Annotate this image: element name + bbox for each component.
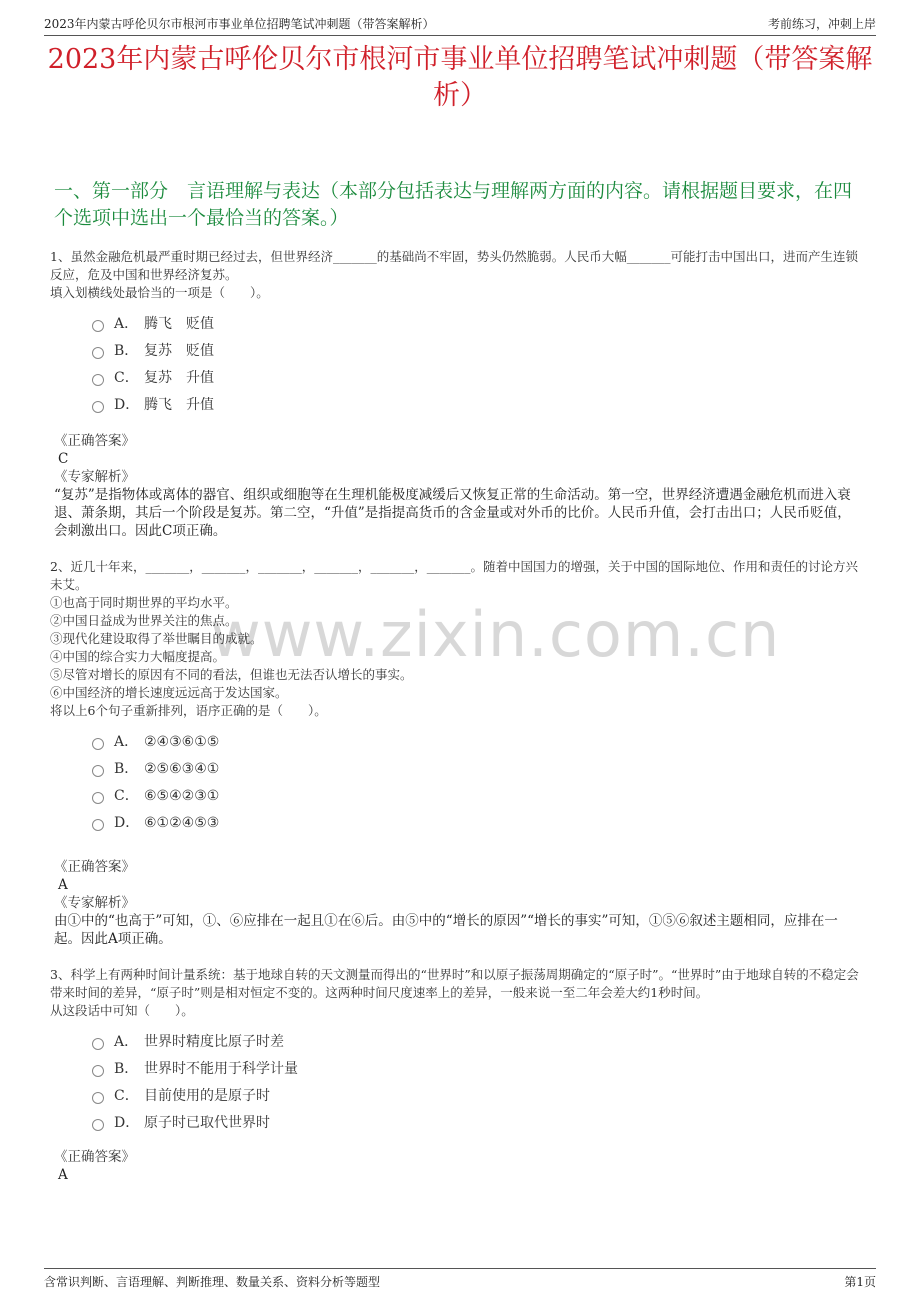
analysis-label: 《专家解析》 (54, 895, 135, 911)
option-letter: C． (114, 1087, 139, 1104)
question-prompt: 从这段话中可知（ ）。 (50, 1003, 194, 1018)
radio-icon[interactable] (92, 738, 104, 750)
question-stem: 3、科学上有两种时间计量系统：基于地球自转的天文测量而得出的“世界时”和以原子振荡周期确定的“原子时”。“世界时”由于地球自转的不稳定会带来时间的差异，“原子时”则是相对恒定不变的。这两种时间尺度速率上的差异，一般来说一至二年会差大约1秒时间。 (50, 967, 859, 1000)
option-text: ②④③⑥①⑤ (144, 733, 220, 750)
statement-1: ①也高于同时期世界的平均水平。 (50, 595, 238, 610)
option-d[interactable] (92, 809, 862, 836)
option-d[interactable] (92, 1109, 862, 1136)
option-letter: C． (114, 369, 139, 386)
analysis-text: 由①中的“也高于”可知，①、⑥应排在一起且①在⑥后。由⑤中的“增长的原因”“增长的事实”可知，①⑤⑥叙述主题相同，应排在一起。因此A项正确。 (54, 913, 838, 947)
radio-icon[interactable] (92, 347, 104, 359)
footer-topics: 含常识判断、言语理解、判断推理、数量关系、资料分析等题型 (44, 1274, 381, 1289)
option-text: 腾飞 升值 (144, 396, 214, 413)
statement-6: ⑥中国经济的增长速度远远高于发达国家。 (50, 685, 288, 700)
option-b[interactable] (92, 1055, 862, 1082)
options-list (92, 1028, 862, 1136)
answer-label: 《正确答案》 (54, 433, 135, 449)
options-list (92, 310, 862, 418)
radio-icon[interactable] (92, 401, 104, 413)
option-letter: C． (114, 787, 139, 804)
page-footer (44, 1268, 876, 1293)
page-number: 第1页 (844, 1274, 876, 1289)
option-letter: A． (114, 315, 139, 332)
option-text: ②⑤⑥③④① (144, 760, 220, 777)
question-stem: 2、近几十年来，_______，_______，_______，_______，_______，_______。随着中国国力的增强，关于中国的国际地位、作用和责任的讨论方兴未艾。 (50, 559, 858, 592)
option-text: ⑥①②④⑤③ (144, 814, 220, 831)
analysis-text: “复苏”是指物体或离体的器官、组织或细胞等在生理机能极度减缓后又恢复正常的生命活动。第一空，世界经济遭遇金融危机而进入衰退、萧条期，其后一个阶段是复苏。第二空，“升值”是指提高货币的含金量或对外币的比价。人民币升值，会打击出口；人民币贬值，会刺激出口。因此C项正确。 (54, 487, 851, 539)
answer-block-2 (54, 858, 862, 948)
option-text: 世界时不能用于科学计量 (144, 1060, 298, 1077)
option-text: ⑥⑤④②③① (144, 787, 220, 804)
option-text: 复苏 贬值 (144, 342, 214, 359)
answer-label: 《正确答案》 (54, 1149, 135, 1165)
option-letter: D． (114, 1114, 140, 1131)
radio-icon[interactable] (92, 1038, 104, 1050)
question-prompt: 将以上6个句子重新排列，语序正确的是（ ）。 (50, 703, 327, 718)
answer-value: C (58, 451, 69, 467)
question-3 (50, 966, 862, 1136)
option-text: 世界时精度比原子时差 (144, 1033, 284, 1050)
question-2 (50, 558, 862, 836)
option-c[interactable] (92, 1082, 862, 1109)
watermark: www.zixin.com.cn (210, 598, 781, 671)
option-b[interactable] (92, 337, 862, 364)
option-c[interactable] (92, 364, 862, 391)
document-title: 2023年内蒙古呼伦贝尔市根河市事业单位招聘笔试冲刺题（带答案解析） (47, 44, 873, 111)
option-c[interactable] (92, 782, 862, 809)
option-letter: B． (114, 760, 139, 777)
option-text: 腾飞 贬值 (144, 315, 214, 332)
option-b[interactable] (92, 755, 862, 782)
radio-icon[interactable] (92, 374, 104, 386)
question-1 (50, 248, 862, 418)
radio-icon[interactable] (92, 792, 104, 804)
radio-icon[interactable] (92, 765, 104, 777)
option-text: 目前使用的是原子时 (144, 1087, 270, 1104)
option-letter: D． (114, 814, 140, 831)
answer-value: A (58, 877, 68, 893)
options-list (92, 728, 862, 836)
radio-icon[interactable] (92, 1092, 104, 1104)
page-header (44, 10, 876, 36)
statement-3: ③现代化建设取得了举世瞩目的成就。 (50, 631, 263, 646)
radio-icon[interactable] (92, 1119, 104, 1131)
option-a[interactable] (92, 1028, 862, 1055)
answer-label: 《正确答案》 (54, 859, 135, 875)
option-a[interactable] (92, 728, 862, 755)
answer-value: A (58, 1167, 68, 1183)
question-prompt: 填入划横线处最恰当的一项是（ ）。 (50, 285, 269, 300)
radio-icon[interactable] (92, 1065, 104, 1077)
radio-icon[interactable] (92, 320, 104, 332)
option-letter: A． (114, 733, 139, 750)
option-letter: B． (114, 342, 139, 359)
option-letter: A． (114, 1033, 139, 1050)
header-slogan: 考前练习，冲刺上岸 (767, 17, 876, 31)
header-doc-title: 2023年内蒙古呼伦贝尔市根河市事业单位招聘笔试冲刺题（带答案解析） (44, 17, 435, 31)
section-heading: 一、第一部分 言语理解与表达（本部分包括表达与理解两方面的内容。请根据题目要求，在四个选项中选出一个最恰当的答案。） (54, 180, 853, 229)
option-text: 复苏 升值 (144, 369, 214, 386)
statement-4: ④中国的综合实力大幅度提高。 (50, 649, 226, 664)
option-a[interactable] (92, 310, 862, 337)
radio-icon[interactable] (92, 819, 104, 831)
analysis-label: 《专家解析》 (54, 469, 135, 485)
answer-block-1 (54, 432, 862, 540)
option-letter: B． (114, 1060, 139, 1077)
answer-block-3 (54, 1148, 862, 1184)
option-text: 原子时已取代世界时 (144, 1114, 270, 1131)
question-stem: 1、虽然金融危机最严重时期已经过去，但世界经济_______的基础尚不牢固，势头仍然脆弱。人民币大幅_______可能打击中国出口，进而产生连锁反应，危及中国和世界经济复苏。 (50, 249, 858, 282)
option-d[interactable] (92, 391, 862, 418)
statement-2: ②中国日益成为世界关注的焦点。 (50, 613, 238, 628)
option-letter: D． (114, 396, 140, 413)
statement-5: ⑤尽管对增长的原因有不同的看法，但谁也无法否认增长的事实。 (50, 667, 413, 682)
